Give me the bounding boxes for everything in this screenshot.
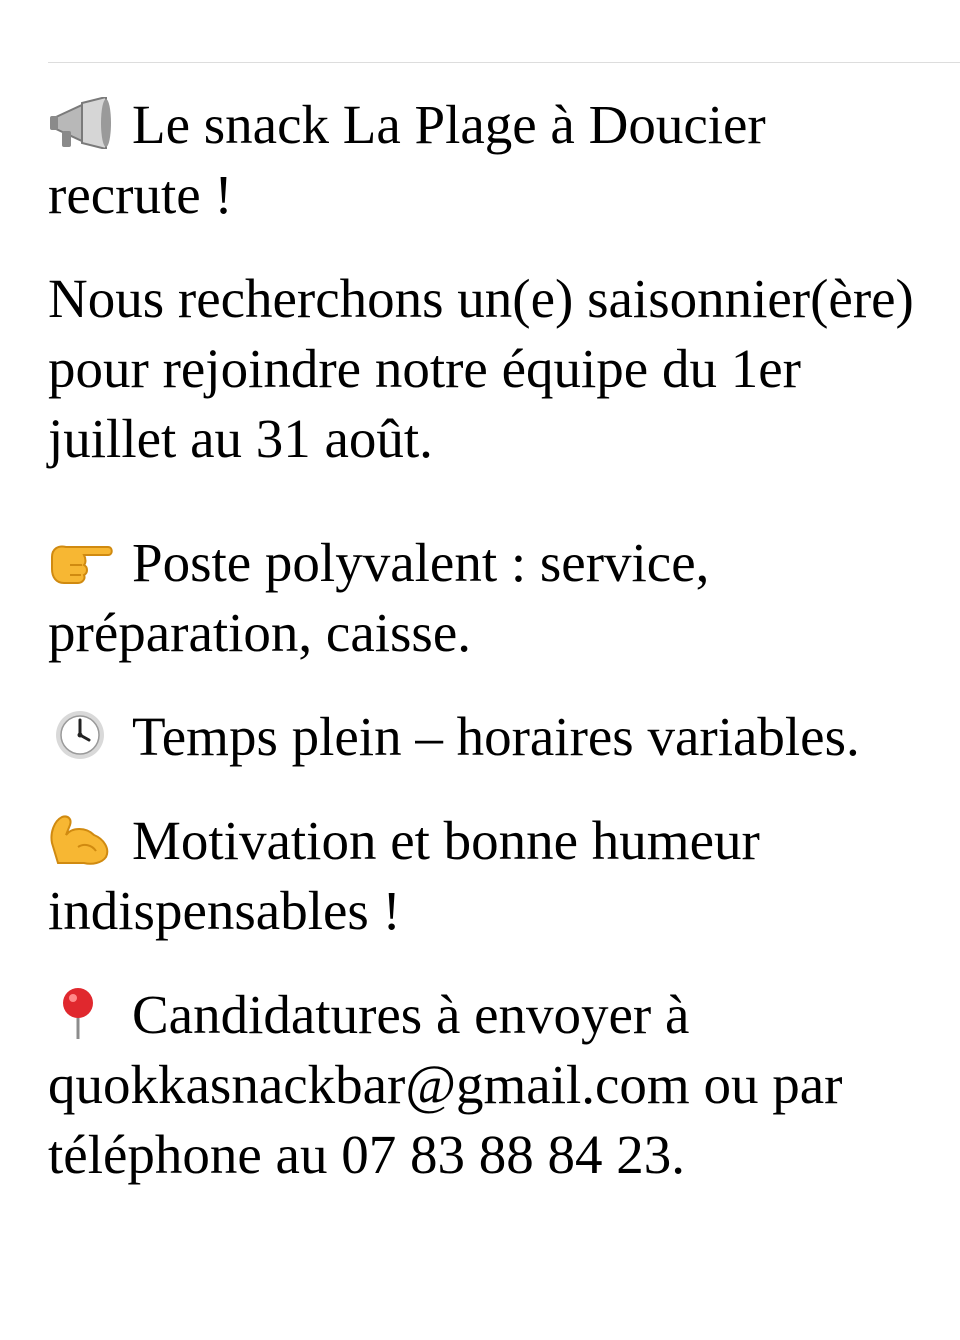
post-title: Le snack La Plage à Doucier recrute ! bbox=[48, 94, 766, 225]
top-divider bbox=[48, 62, 960, 63]
post-intro: Nous recherchons un(e) saisonnier(ère) pour rejoindre notre équipe du 1er juillet au 31 août. bbox=[48, 268, 914, 469]
list-item: Candidatures à envoyer à quokkasnackbar@gmail.com ou par téléphone au 07 83 88 84 23. bbox=[48, 984, 843, 1185]
clock-icon bbox=[48, 709, 114, 761]
pointing-hand-icon bbox=[48, 535, 114, 587]
megaphone-icon bbox=[48, 97, 114, 149]
flexed-biceps-icon bbox=[48, 813, 114, 865]
list-item: Motivation et bonne humeur indispensables ! bbox=[48, 810, 760, 941]
list-item: Temps plein – horaires variables. bbox=[48, 702, 928, 772]
round-pushpin-icon bbox=[48, 987, 114, 1039]
list-item: Poste polyvalent : service, préparation, caisse. bbox=[48, 532, 710, 663]
post-body bbox=[48, 90, 928, 1224]
